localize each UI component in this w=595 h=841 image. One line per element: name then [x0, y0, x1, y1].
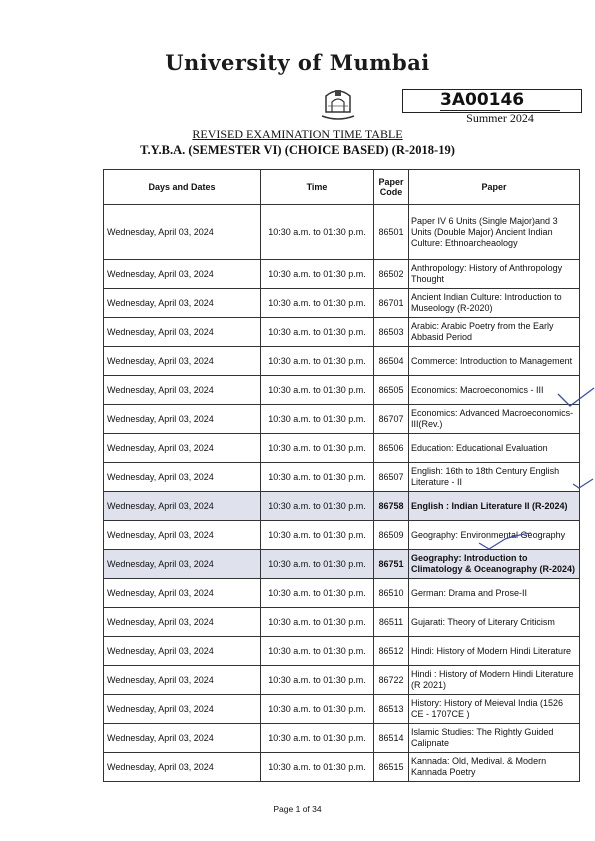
row-date: Wednesday, April 03, 2024 — [104, 695, 261, 724]
row-date: Wednesday, April 03, 2024 — [104, 434, 261, 463]
row-paper: Geography: Environmental Geography — [409, 521, 580, 550]
row-time: 10:30 a.m. to 01:30 p.m. — [261, 463, 374, 492]
row-paper-code: 86701 — [374, 289, 409, 318]
row-date: Wednesday, April 03, 2024 — [104, 289, 261, 318]
row-time: 10:30 a.m. to 01:30 p.m. — [261, 260, 374, 289]
page-number: Page 1 of 34 — [273, 804, 322, 814]
row-paper: Arabic: Arabic Poetry from the Early Abbasid Period — [409, 318, 580, 347]
row-paper-code: 86514 — [374, 724, 409, 753]
row-date: Wednesday, April 03, 2024 — [104, 579, 261, 608]
row-date: Wednesday, April 03, 2024 — [104, 260, 261, 289]
exam-code: 3A00146 — [440, 91, 560, 111]
row-date: Wednesday, April 03, 2024 — [104, 205, 261, 260]
row-date: Wednesday, April 03, 2024 — [104, 376, 261, 405]
table-row — [104, 463, 580, 492]
header-days: Days and Dates — [104, 170, 261, 205]
row-paper: Gujarati: Theory of Literary Criticism — [409, 608, 580, 637]
university-title: University of Mumbai — [165, 50, 430, 75]
row-paper: Geography: Introduction to Climatology & Oceanography (R-2024) — [409, 550, 580, 579]
row-time: 10:30 a.m. to 01:30 p.m. — [261, 521, 374, 550]
row-date: Wednesday, April 03, 2024 — [104, 463, 261, 492]
table-row — [104, 753, 580, 782]
row-time: 10:30 a.m. to 01:30 p.m. — [261, 289, 374, 318]
table-body — [104, 205, 580, 782]
table-row — [104, 637, 580, 666]
row-paper: Paper IV 6 Units (Single Major)and 3 Units (Double Major) Ancient Indian Culture: Ethnoarcheaology — [409, 205, 580, 260]
row-paper-code: 86511 — [374, 608, 409, 637]
header-paper: Paper — [409, 170, 580, 205]
row-paper-code: 86515 — [374, 753, 409, 782]
row-time: 10:30 a.m. to 01:30 p.m. — [261, 753, 374, 782]
row-paper-code: 86758 — [374, 492, 409, 521]
row-paper-code: 86502 — [374, 260, 409, 289]
row-paper-code: 86722 — [374, 666, 409, 695]
row-paper-code: 86503 — [374, 318, 409, 347]
row-date: Wednesday, April 03, 2024 — [104, 637, 261, 666]
table-row — [104, 260, 580, 289]
row-time: 10:30 a.m. to 01:30 p.m. — [261, 405, 374, 434]
row-paper-code: 86510 — [374, 579, 409, 608]
row-time: 10:30 a.m. to 01:30 p.m. — [261, 608, 374, 637]
row-time: 10:30 a.m. to 01:30 p.m. — [261, 492, 374, 521]
row-time: 10:30 a.m. to 01:30 p.m. — [261, 637, 374, 666]
row-date: Wednesday, April 03, 2024 — [104, 666, 261, 695]
subtitle-text: REVISED EXAMINATION TIME TABLE — [192, 127, 403, 141]
table-header-row — [104, 170, 580, 205]
row-paper-code: 86504 — [374, 347, 409, 376]
row-paper: Economics: Macroeconomics - III — [409, 376, 580, 405]
row-paper-code: 86509 — [374, 521, 409, 550]
row-date: Wednesday, April 03, 2024 — [104, 405, 261, 434]
table-row — [104, 724, 580, 753]
row-date: Wednesday, April 03, 2024 — [104, 550, 261, 579]
row-paper: Education: Educational Evaluation — [409, 434, 580, 463]
table-row — [104, 579, 580, 608]
table-row — [104, 405, 580, 434]
row-paper: English : Indian Literature II (R-2024) — [409, 492, 580, 521]
row-paper-code: 86751 — [374, 550, 409, 579]
row-paper: Hindi : History of Modern Hindi Literature (R 2021) — [409, 666, 580, 695]
row-time: 10:30 a.m. to 01:30 p.m. — [261, 579, 374, 608]
table-row — [104, 318, 580, 347]
row-paper: German: Drama and Prose-II — [409, 579, 580, 608]
table-row — [104, 289, 580, 318]
checkmark-icon — [475, 529, 535, 555]
checkmark-icon — [556, 386, 595, 412]
table-row — [104, 666, 580, 695]
row-paper: Economics: Advanced Macroeconomics-III(Rev.) — [409, 405, 580, 434]
table-row — [104, 347, 580, 376]
row-date: Wednesday, April 03, 2024 — [104, 724, 261, 753]
row-paper-code: 86507 — [374, 463, 409, 492]
table-row — [104, 434, 580, 463]
row-time: 10:30 a.m. to 01:30 p.m. — [261, 724, 374, 753]
table-row — [104, 376, 580, 405]
row-time: 10:30 a.m. to 01:30 p.m. — [261, 347, 374, 376]
row-date: Wednesday, April 03, 2024 — [104, 318, 261, 347]
checkmark-icon — [572, 476, 594, 492]
row-paper-code: 86505 — [374, 376, 409, 405]
row-paper-code: 86506 — [374, 434, 409, 463]
table-row — [104, 695, 580, 724]
header-time: Time — [261, 170, 374, 205]
row-paper: Kannada: Old, Medival. & Modern Kannada Poetry — [409, 753, 580, 782]
row-time: 10:30 a.m. to 01:30 p.m. — [261, 205, 374, 260]
row-paper-code: 86513 — [374, 695, 409, 724]
row-time: 10:30 a.m. to 01:30 p.m. — [261, 376, 374, 405]
session: Summer 2024 — [466, 111, 534, 125]
row-paper: Anthropology: History of Anthropology Thought — [409, 260, 580, 289]
row-paper-code: 86707 — [374, 405, 409, 434]
table-row — [104, 492, 580, 521]
row-paper: English: 16th to 18th Century English Literature - II — [409, 463, 580, 492]
row-date: Wednesday, April 03, 2024 — [104, 608, 261, 637]
row-time: 10:30 a.m. to 01:30 p.m. — [261, 434, 374, 463]
row-paper: Commerce: Introduction to Management — [409, 347, 580, 376]
timetable — [103, 169, 580, 782]
row-paper: Islamic Studies: The Rightly Guided Calipnate — [409, 724, 580, 753]
row-time: 10:30 a.m. to 01:30 p.m. — [261, 695, 374, 724]
header-paper-code: Paper Code — [374, 170, 409, 205]
row-time: 10:30 a.m. to 01:30 p.m. — [261, 318, 374, 347]
course-title: T.Y.B.A. (SEMESTER VI) (CHOICE BASED) (R-2018-19) — [140, 143, 455, 157]
row-date: Wednesday, April 03, 2024 — [104, 492, 261, 521]
table-row — [104, 608, 580, 637]
row-date: Wednesday, April 03, 2024 — [104, 753, 261, 782]
university-seal-icon — [318, 82, 358, 122]
row-date: Wednesday, April 03, 2024 — [104, 347, 261, 376]
row-paper: Ancient Indian Culture: Introduction to Museology (R-2020) — [409, 289, 580, 318]
row-paper: History: History of Meieval India (1526 CE - 1707CE ) — [409, 695, 580, 724]
row-time: 10:30 a.m. to 01:30 p.m. — [261, 550, 374, 579]
row-paper-code: 86512 — [374, 637, 409, 666]
row-paper-code: 86501 — [374, 205, 409, 260]
document-subtitle — [0, 127, 595, 142]
row-date: Wednesday, April 03, 2024 — [104, 521, 261, 550]
table-row — [104, 205, 580, 260]
row-paper: Hindi: History of Modern Hindi Literature — [409, 637, 580, 666]
row-time: 10:30 a.m. to 01:30 p.m. — [261, 666, 374, 695]
